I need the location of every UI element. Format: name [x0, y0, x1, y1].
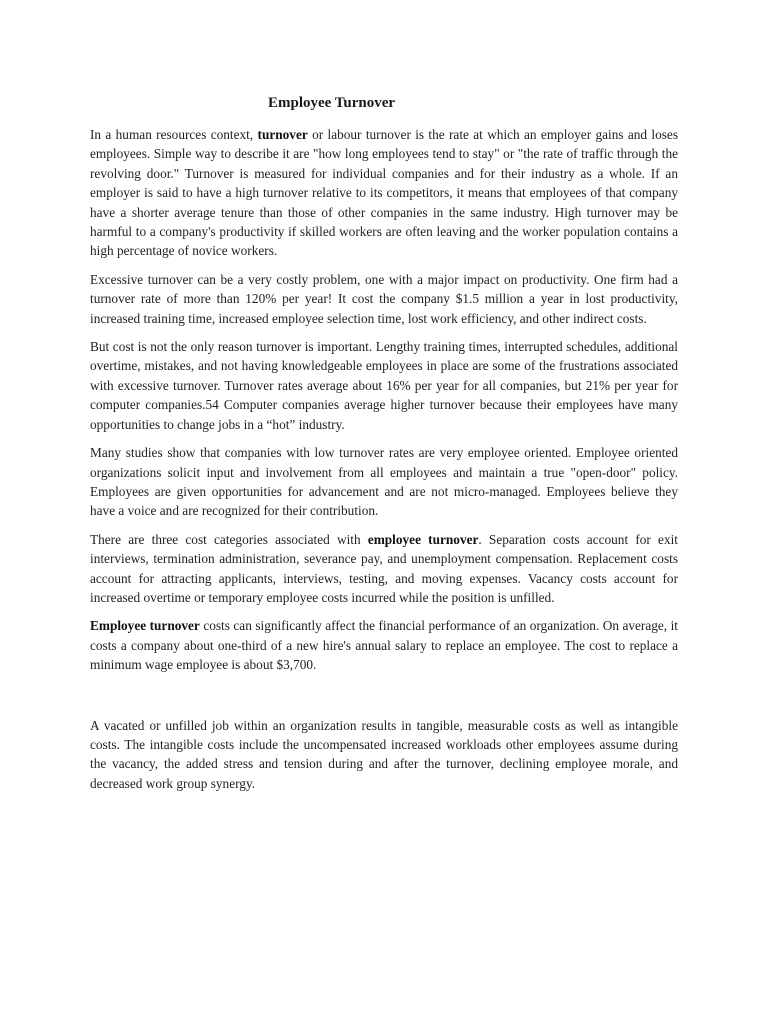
document-body — [90, 125, 678, 802]
bold-term: turnover — [257, 127, 308, 142]
text-segment: or labour turnover is the rate at which an employer gains and loses employees. Simple way to describe it are "how long employees tend to stay" or "the rate of traffic through the revolving door." Turnover is measured for individual companies and for their industry as a whole. If an employer is said to have a high turnover relative to its competitors, it means that employees of that company have a shorter average tenure than those of other companies in the same industry. High turnover may be harmful to a company's productivity if skilled workers are often leaving and the worker population contains a high percentage of novice workers. — [90, 127, 678, 259]
paragraph — [90, 270, 678, 328]
text-segment: There are three cost categories associated with — [90, 531, 368, 547]
paragraph — [90, 616, 678, 674]
bold-term: Employee turnover — [90, 618, 200, 634]
text-segment: costs can significantly affect the financial performance of an organization. On average, it costs a company about one-third of a new hire's annual salary to replace an employee. The cost to replace a minimum wage employee is about $3,700. — [90, 618, 678, 673]
text-segment: A vacated or unfilled job within an organization results in tangible, measurable costs as well as intangible costs. The intangible costs include the uncompensated increased workloads other employees assume during the vacancy, the added stress and tension during and after the turnover, declining employee morale, and decreased work group synergy. — [90, 717, 678, 791]
paragraph — [90, 125, 678, 261]
bold-term: employee turnover — [367, 531, 479, 547]
text-segment: Excessive turnover can be a very costly problem, one with a major impact on productivity. One firm had a turnover rate of more than 120% per year! It cost the company $1.5 million a year in lost productivity, increased training time, increased employee selection time, lost work efficiency, and other indirect costs. — [90, 271, 678, 326]
text-segment: Many studies show that companies with low turnover rates are very employee oriented. Employee oriented organizations solicit input and involvement from all employees and maintain a true "open-door" policy. Employees are given opportunities for advancement and are not micro-managed. Employees believe they have a voice and are recognized for their contribution. — [90, 445, 678, 519]
text-segment: . Separation costs account for exit interviews, termination administration, severance pay, and unemployment compensation. Replacement costs account for attracting applicants, interviews, testing, and moving expenses. Vacancy costs account for increased overtime or temporary employee costs incurred while the position is unfilled. — [90, 531, 678, 605]
document-title: Employee Turnover — [268, 95, 396, 111]
paragraph — [90, 530, 678, 608]
text-segment: In a human resources context, — [90, 127, 258, 142]
text-segment: But cost is not the only reason turnover is important. Lengthy training times, interrupted schedules, additional overtime, mistakes, and not having knowledgeable employees in place are some of the frustrations associated with excessive turnover. Turnover rates average about 16% per year for all companies, but 21% per year for computer companies.54 Computer companies average higher turnover because their employees have many opportunities to change jobs in a “hot” industry. — [90, 339, 678, 432]
paragraph — [90, 716, 678, 794]
paragraph — [90, 337, 678, 434]
paragraph — [90, 443, 678, 521]
